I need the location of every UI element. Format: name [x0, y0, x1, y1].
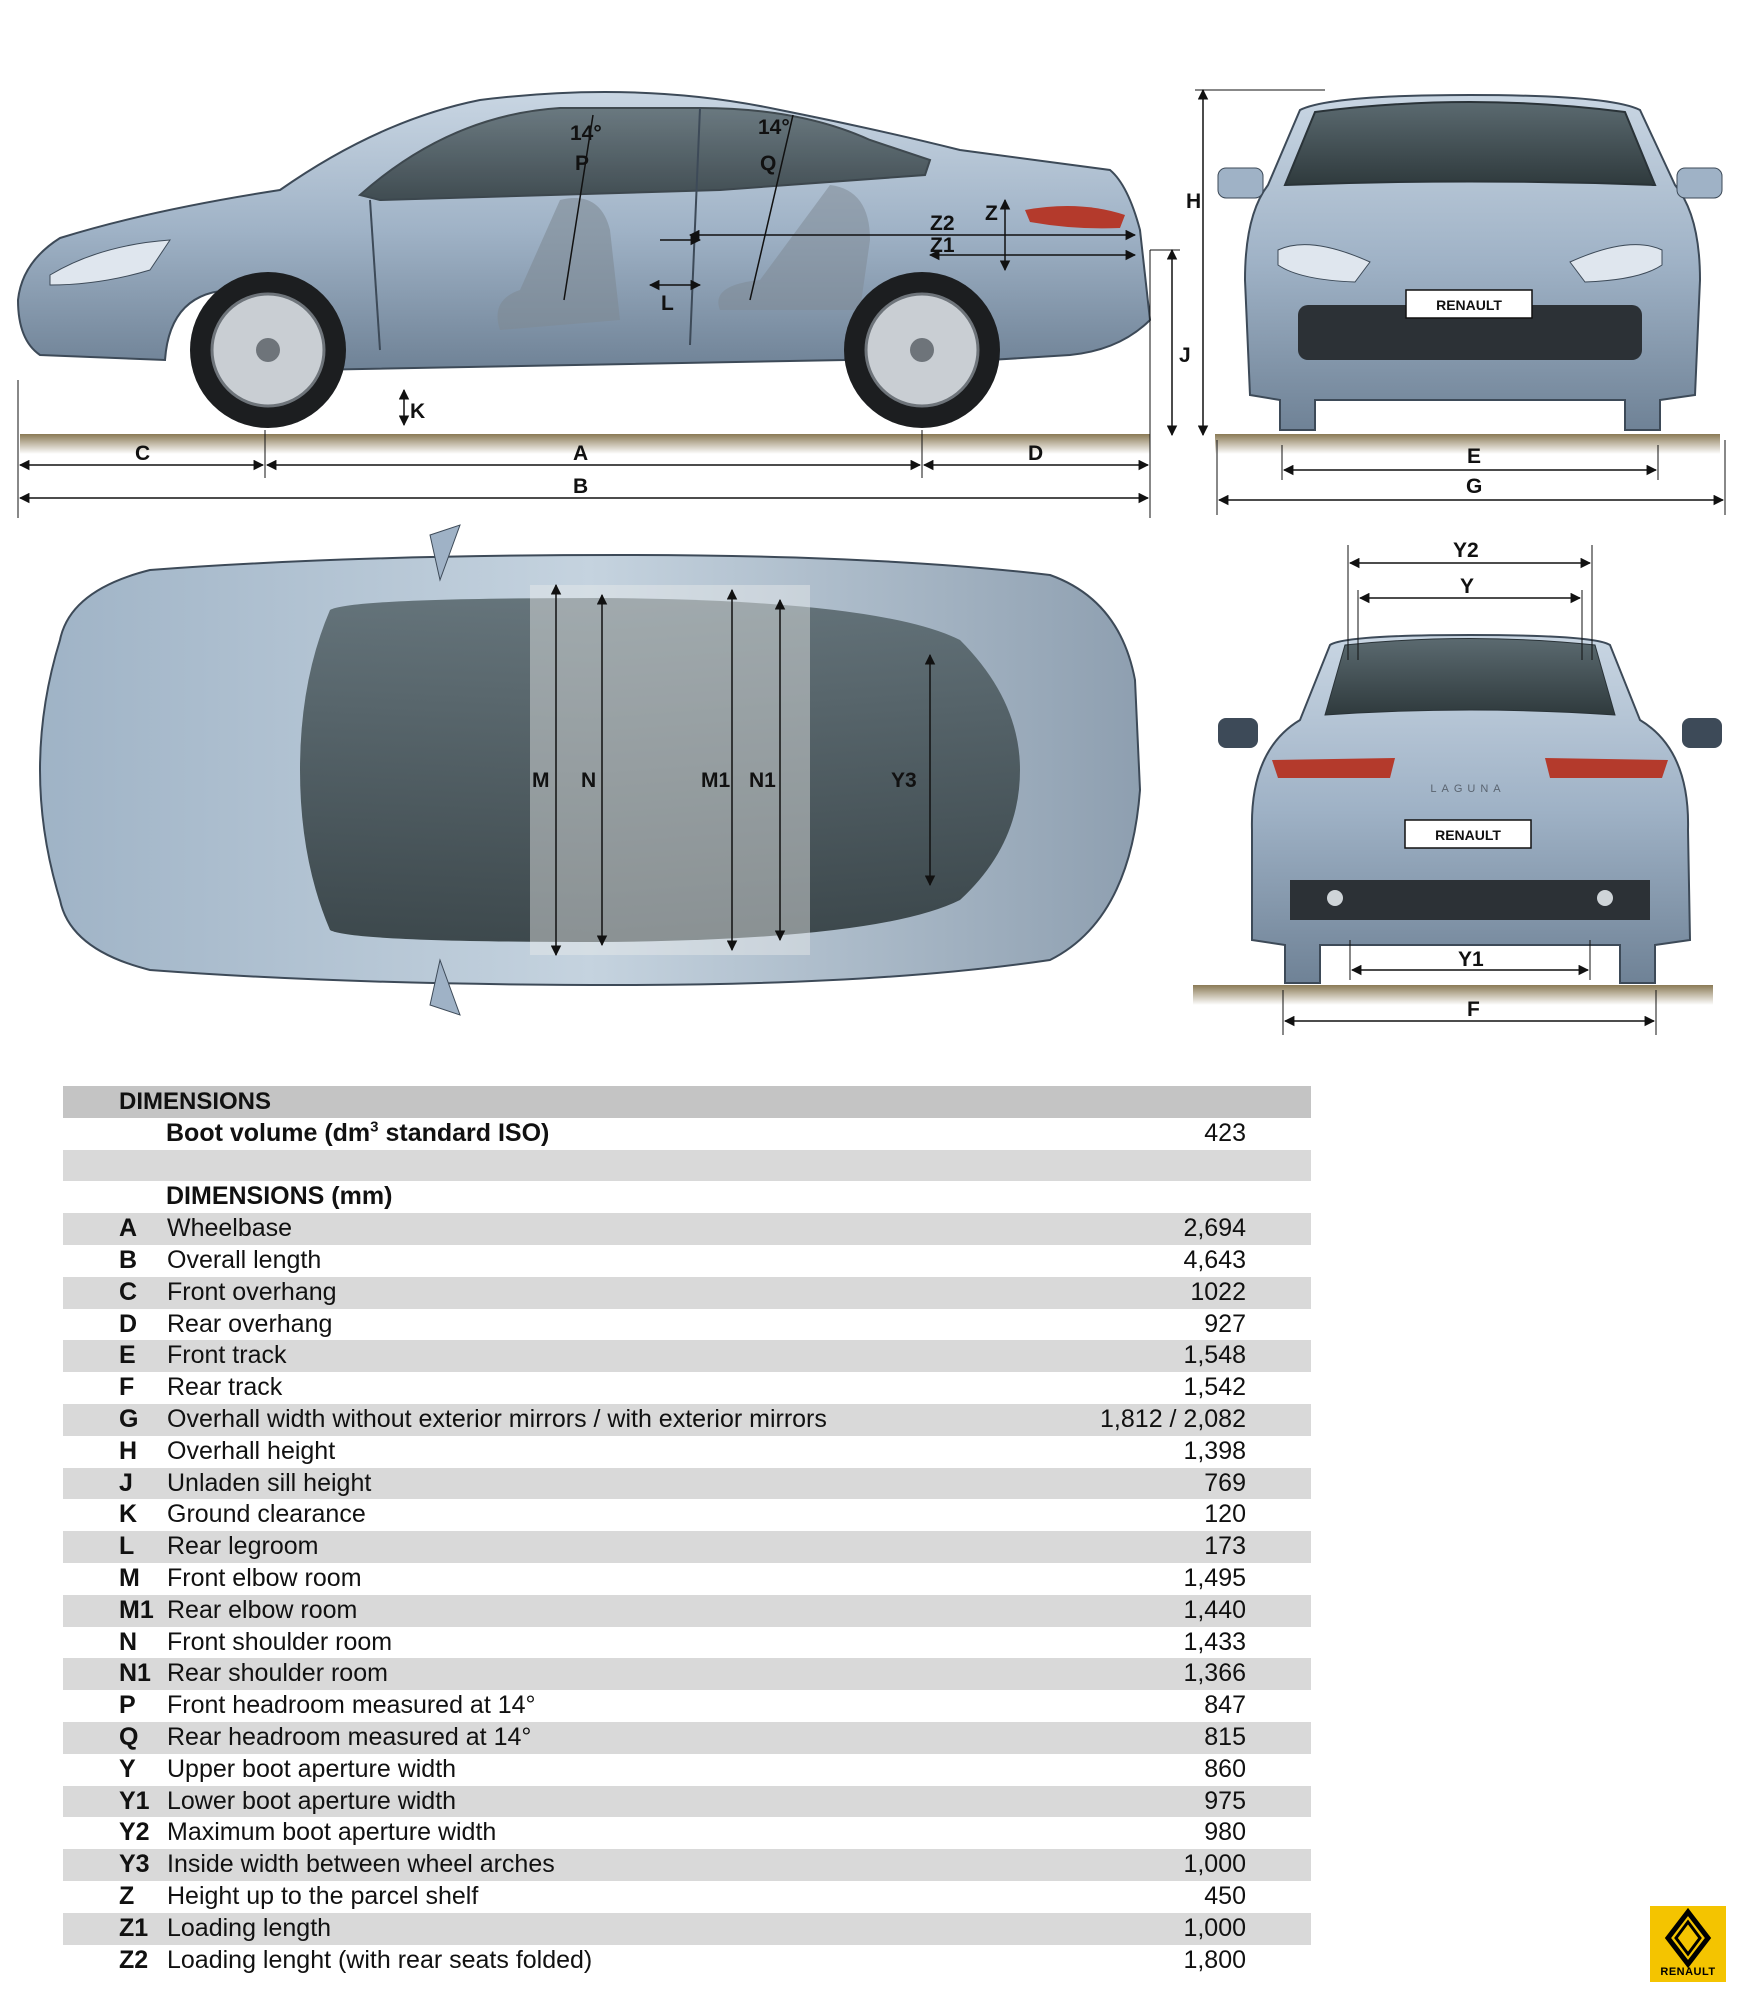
dimension-value: 815: [1204, 1722, 1246, 1751]
table-row: [63, 1658, 1311, 1690]
label-Q: Q: [760, 152, 777, 175]
label-Y2: Y2: [1453, 539, 1479, 562]
table-row: [63, 1786, 1311, 1818]
dimension-label: Wheelbase: [167, 1214, 293, 1243]
dimension-label: Rear overhang: [167, 1309, 333, 1338]
dimension-value: 1,000: [1183, 1913, 1246, 1942]
dimension-value: 1022: [1190, 1277, 1246, 1306]
dimension-code: P: [119, 1691, 136, 1720]
dimension-label: Loading lenght (with rear seats folded): [167, 1945, 593, 1974]
label-Y3: Y3: [891, 769, 917, 792]
boot-volume-row: [63, 1118, 1311, 1150]
dimension-value: 1,398: [1183, 1436, 1246, 1465]
table-row: [63, 1531, 1311, 1563]
dimension-code: C: [119, 1277, 138, 1306]
side-front-wheel: [190, 272, 346, 428]
dimension-code: D: [119, 1309, 138, 1338]
label-A: A: [573, 442, 589, 465]
dimension-value: 450: [1204, 1881, 1246, 1910]
dimension-code: Y3: [119, 1850, 150, 1879]
table-row: [63, 1563, 1311, 1595]
dimension-label: Front elbow room: [167, 1563, 362, 1592]
label-C: C: [135, 442, 151, 465]
dimension-label: Rear track: [167, 1373, 283, 1402]
dimension-label: Front overhang: [167, 1277, 337, 1306]
dimension-value: 1,542: [1183, 1373, 1246, 1402]
label-P: P: [575, 152, 590, 175]
dimension-code: Q: [119, 1722, 139, 1751]
top-view: [40, 525, 1140, 1015]
label-E: E: [1467, 445, 1482, 468]
dimension-value: 847: [1204, 1691, 1246, 1720]
dimension-label: Inside width between wheel arches: [167, 1850, 555, 1879]
dimension-value: 4,643: [1183, 1245, 1246, 1274]
front-view: [1215, 95, 1725, 515]
dimension-label: Rear shoulder room: [167, 1659, 388, 1688]
label-Z1: Z1: [930, 234, 955, 257]
label-D: D: [1028, 442, 1044, 465]
label-angle-front: 14°: [570, 122, 602, 145]
dimension-code: N1: [119, 1659, 151, 1688]
dimension-code: M1: [119, 1595, 154, 1624]
table-row: [63, 1722, 1311, 1754]
logo-text: RENAULT: [1660, 1966, 1716, 1978]
label-L: L: [661, 292, 674, 315]
dimension-code: Z1: [119, 1913, 149, 1942]
dimension-code: J: [119, 1468, 133, 1497]
dimension-code: H: [119, 1436, 138, 1465]
side-rear-wheel: [844, 272, 1000, 428]
boot-volume-label: Boot volume ($dm^3$ standard ISO): [166, 1118, 550, 1147]
dimensions-table: [63, 1086, 1311, 1976]
dimension-label: Rear elbow room: [167, 1595, 358, 1624]
table-row: [63, 1245, 1311, 1277]
dimension-value: 860: [1204, 1754, 1246, 1783]
table-row: [63, 1913, 1311, 1945]
label-Z: Z: [985, 202, 998, 225]
table-row: [63, 1690, 1311, 1722]
dimension-code: A: [119, 1214, 138, 1243]
table-row: [63, 1277, 1311, 1309]
label-Z2: Z2: [930, 212, 955, 235]
dimensions-mm-row: [63, 1181, 1311, 1213]
dimension-value: 173: [1204, 1532, 1246, 1561]
dimension-value: 1,366: [1183, 1659, 1246, 1688]
dimension-code: K: [119, 1500, 138, 1529]
dimension-label: Rear legroom: [167, 1532, 319, 1561]
table-row: [63, 1849, 1311, 1881]
dimension-code: Y2: [119, 1818, 150, 1847]
dimension-code: E: [119, 1341, 136, 1370]
label-M: M: [532, 769, 550, 792]
table-row: [63, 1309, 1311, 1341]
table-row: [63, 1436, 1311, 1468]
table-row: [63, 1817, 1311, 1849]
label-M1: M1: [701, 769, 731, 792]
label-B: B: [573, 475, 589, 498]
dimension-value: 1,440: [1183, 1595, 1246, 1624]
dimension-value: 2,694: [1183, 1214, 1246, 1243]
dimension-label: Ground clearance: [167, 1500, 366, 1529]
label-K: K: [410, 400, 426, 423]
dimension-code: Y: [119, 1754, 136, 1783]
dimension-label: Overhall height: [167, 1436, 336, 1465]
table-row: [63, 1213, 1311, 1245]
dimension-code: L: [119, 1532, 135, 1561]
dimensions-mm-heading: DIMENSIONS (mm): [166, 1182, 393, 1211]
dimension-code: B: [119, 1245, 138, 1274]
dimension-value: 1,495: [1183, 1563, 1246, 1592]
dimension-code: Z: [119, 1881, 135, 1910]
dimension-value: 1,000: [1183, 1850, 1246, 1879]
label-Y1: Y1: [1458, 948, 1484, 971]
table-row: [63, 1595, 1311, 1627]
table-row: [63, 1627, 1311, 1659]
label-G: G: [1466, 475, 1483, 498]
dimension-value: 1,433: [1183, 1627, 1246, 1656]
dimension-label: Front track: [167, 1341, 287, 1370]
table-row: [63, 1372, 1311, 1404]
rear-view: [1193, 539, 1722, 1035]
dimension-code: Y1: [119, 1786, 150, 1815]
table-title: DIMENSIONS: [119, 1088, 272, 1115]
dimension-label: Front shoulder room: [167, 1627, 393, 1656]
table-row: [63, 1468, 1311, 1500]
front-badge: RENAULT: [1436, 297, 1502, 313]
label-Y: Y: [1460, 575, 1475, 598]
dimension-code: Z2: [119, 1945, 149, 1974]
dimension-label: Lower boot aperture width: [167, 1786, 457, 1815]
rear-badge: RENAULT: [1435, 827, 1501, 843]
dimension-value: 769: [1204, 1468, 1246, 1497]
dimension-label: Overall length: [167, 1245, 322, 1274]
label-N: N: [581, 769, 597, 792]
table-row: [63, 1340, 1311, 1372]
dimension-code: M: [119, 1563, 140, 1592]
label-H: H: [1186, 190, 1202, 213]
dimension-label: Maximum boot aperture width: [167, 1818, 497, 1847]
dimension-value: 1,548: [1183, 1341, 1246, 1370]
table-row: [63, 1499, 1311, 1531]
table-row: [63, 1404, 1311, 1436]
side-view: [18, 90, 1325, 518]
label-angle-rear: 14°: [758, 116, 790, 139]
dimension-label: Height up to the parcel shelf: [167, 1881, 479, 1910]
dimension-label: Loading length: [167, 1913, 332, 1942]
dimension-value: 1,812 / 2,082: [1100, 1404, 1246, 1433]
renault-logo: [1650, 1906, 1726, 1982]
dimension-code: N: [119, 1627, 138, 1656]
rear-model: LAGUNA: [1430, 783, 1506, 795]
dimension-code: F: [119, 1373, 135, 1402]
label-N1: N1: [749, 769, 776, 792]
dimension-label: Rear headroom measured at 14°: [167, 1722, 532, 1751]
boot-volume-value: 423: [1204, 1118, 1246, 1147]
spacer-row: [63, 1150, 1311, 1182]
table-row: [63, 1754, 1311, 1786]
dimension-label: Upper boot aperture width: [167, 1754, 457, 1783]
dimension-label: Unladen sill height: [167, 1468, 372, 1497]
table-row: [63, 1945, 1311, 1977]
table-row: [63, 1881, 1311, 1913]
dimension-value: 1,800: [1183, 1945, 1246, 1974]
dimension-rows: [63, 1213, 1311, 1976]
dimension-code: G: [119, 1404, 139, 1433]
dimension-label: Overhall width without exterior mirrors / with exterior mirrors: [167, 1404, 827, 1433]
dimension-label: Front headroom measured at 14°: [167, 1691, 536, 1720]
dimension-value: 975: [1204, 1786, 1246, 1815]
label-F: F: [1467, 998, 1480, 1021]
label-J: J: [1179, 344, 1191, 367]
dimension-value: 927: [1204, 1309, 1246, 1338]
dimension-value: 120: [1204, 1500, 1246, 1529]
table-title-row: [63, 1086, 1311, 1118]
dimension-value: 980: [1204, 1818, 1246, 1847]
